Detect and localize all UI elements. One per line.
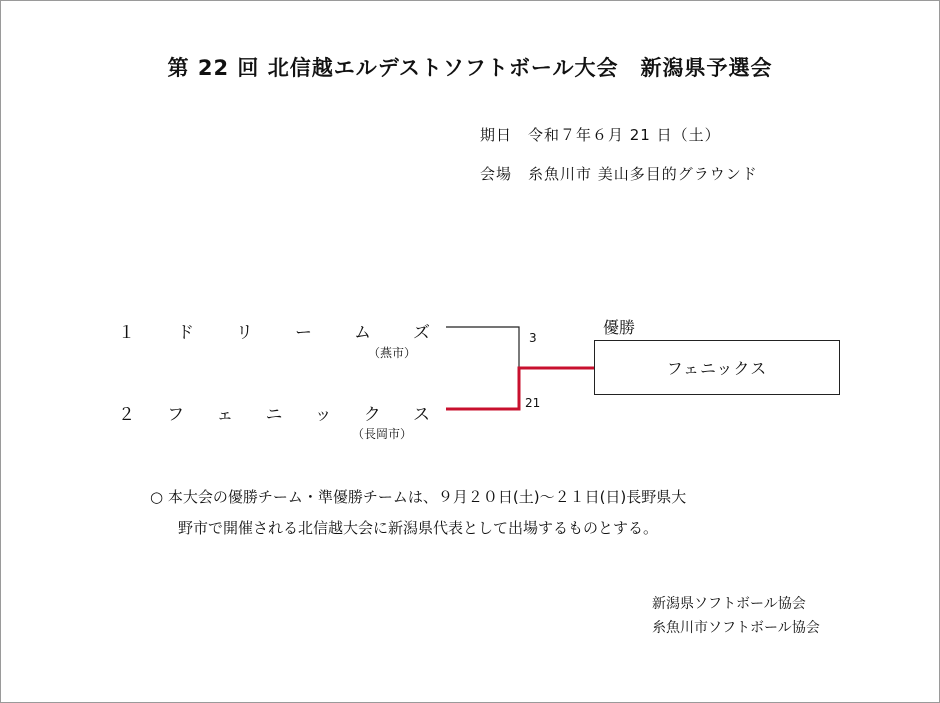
winner-box	[594, 340, 840, 395]
bracket-line-team-2	[446, 368, 594, 409]
team-2-char: ニ	[265, 405, 283, 425]
team-2-score: 21	[525, 396, 541, 410]
team-2-city: （長岡市）	[352, 427, 413, 441]
winner-label: 優勝	[603, 318, 636, 337]
team-2-char: ス	[412, 405, 430, 425]
team-1-city: （燕市）	[368, 346, 417, 360]
team-1-score: 3	[529, 331, 537, 345]
organizer-1: 新潟県ソフトボール協会	[652, 596, 806, 612]
team-2-char: ク	[363, 405, 381, 425]
page-title: 第 22 回 北信越エルデストソフトボール大会 新潟県予選会	[167, 56, 773, 80]
team-2-char: フ	[167, 405, 185, 425]
winner-name: フェニックス	[666, 359, 768, 378]
team-1-char: ド	[177, 323, 194, 343]
event-venue: 会場 糸魚川市 美山多目的グラウンド	[480, 165, 758, 183]
team-2-char: ェ	[216, 405, 234, 425]
event-date: 期日 令和７年６月 21 日（土）	[480, 126, 721, 144]
note-line-1: ○ 本大会の優勝チーム・準優勝チームは、９月２０日(土)～２１日(日)長野県大	[150, 488, 687, 506]
team-2-char: ッ	[314, 405, 332, 425]
team-1-char: ム	[354, 323, 371, 343]
note-line-2: 野市で開催される北信越大会に新潟県代表として出場するものとする。	[178, 519, 659, 537]
team-1-char: リ	[236, 323, 253, 343]
winner-path	[446, 368, 594, 409]
team-1-char: ズ	[413, 323, 430, 343]
team-2-seed: ２	[118, 405, 135, 425]
team-1-seed: １	[118, 323, 135, 343]
bracket-line-team-1	[446, 327, 519, 368]
team-1-char: ー	[295, 323, 312, 343]
organizer-2: 糸魚川市ソフトボール協会	[652, 620, 820, 636]
